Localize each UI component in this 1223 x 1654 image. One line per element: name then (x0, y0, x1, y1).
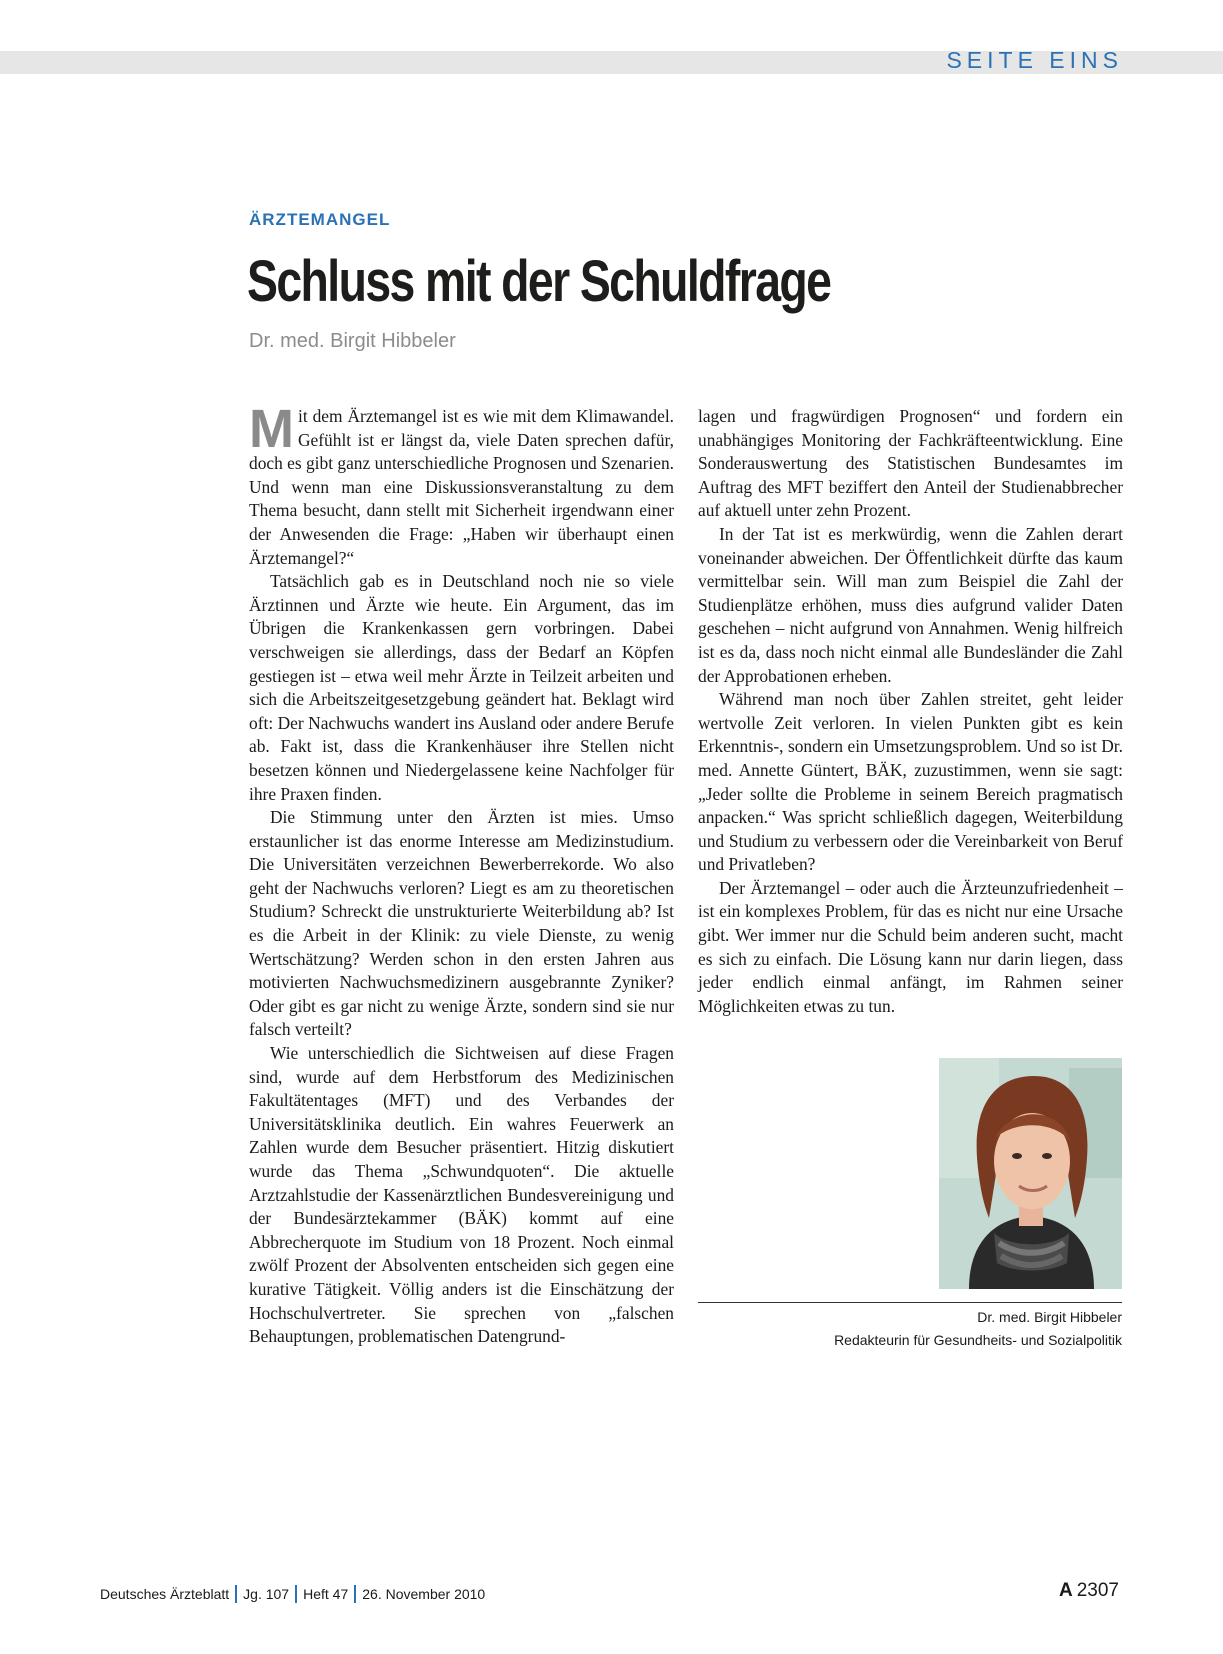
page-footer (100, 1585, 485, 1603)
paragraph: Wie unterschiedlich die Sichtweisen auf diese Fragen sind, wurde auf dem Herbstforum des Medizinischen Fakultätentages (MFT) und des Verbandes der Universitätsklinika deutlich. Ein wahres Feuerwerk an Zahlen wurde dem Besucher präsentiert. Hitzig diskutiert wurde das Thema „Schwundquoten“. Die aktuelle Arztzahlstudie der Kassenärztlichen Bundesvereinigung und der Bundesärztekammer (BÄK) kommt auf eine Abbrecherquote im Studium von 18 Prozent. Noch einmal zwölf Prozent der Absolventen entscheiden sich gegen eine kurative Tätigkeit. Völlig anders ist die Einschätzung der Hochschulvertreter. Sie sprechen von „falschen Behauptungen, problematischen Datengrund- (249, 1043, 674, 1347)
page-prefix: A (1058, 1580, 1073, 1601)
journal-volume: Jg. 107 (243, 1586, 290, 1602)
article-column-left (249, 399, 674, 1349)
article-title: Schluss mit der Schuldfrage (247, 249, 831, 314)
journal-date: 26. November 2010 (362, 1586, 486, 1602)
caption-rule (698, 1302, 1122, 1303)
journal-name: Deutsches Ärzteblatt (100, 1586, 230, 1602)
author-portrait-illustration (939, 1058, 1122, 1289)
footer-separator (354, 1585, 356, 1603)
paragraph: Tatsächlich gab es in Deutschland noch nie so viele Ärztinnen und Ärzte wie heute. Ein Argument, das im Übrigen die Krankenkassen gern vorbringen. Dabei verschweigen sie allerdings, dass der Bedarf an Köpfen gestiegen ist – etwa weil mehr Ärzte in Teilzeit arbeiten und sich die Arbeitszeitgesetzgebung geändert hat. Beklagt wird oft: Der Nachwuchs wandert ins Ausland oder andere Berufe ab. Fakt ist, dass die Krankenhäuser ihre Stellen nicht besetzen können und Niedergelassene keine Nachfolger für ihre Praxen finden. (249, 571, 674, 804)
page-number-value: 2307 (1076, 1580, 1119, 1601)
drop-cap: M (249, 399, 294, 459)
photo-caption (834, 1306, 1122, 1352)
page-number (1059, 1580, 1119, 1602)
section-label: SEITE EINS (946, 47, 1123, 73)
article-column-right (698, 405, 1123, 1018)
paragraph: Mit dem Ärztemangel ist es wie mit dem Klimawandel. Gefühlt ist er längst da, viele Daten sprechen dafür, doch es gibt ganz unterschiedliche Prognosen und Szenarien. Und wenn man eine Diskussionsveranstaltung zu dem Thema besucht, dann stellt mit Sicherheit irgendwann einer der Anwesenden die Frage: „Haben wir überhaupt einen Ärztemangel?“ (249, 399, 674, 568)
paragraph: In der Tat ist es merkwürdig, wenn die Zahlen derart voneinander abweichen. Der Öffentlichkeit dürfte das kaum vermittelbar sein. Will man zum Beispiel die Zahl der Studienplätze erhöhen, muss dies aufgrund valider Daten geschehen – nicht aufgrund von Annahmen. Wenig hilfreich ist es da, dass noch nicht einmal alle Bundesländer die Zahl der Approbationen erheben. (698, 523, 1123, 686)
paragraph: Während man noch über Zahlen streitet, geht leider wertvolle Zeit verloren. In vielen Punkten gibt es kein Erkenntnis-, sondern ein Umsetzungsproblem. Und so ist Dr. med. Annette Güntert, BÄK, zuzustimmen, wenn sie sagt: „Jeder sollte die Probleme in seinem Bereich pragmatisch anpacken.“ Was spricht schließlich dagegen, Weiterbildung und Studium zu verbessern oder die Vereinbarkeit von Beruf und Privatleben? (698, 689, 1123, 875)
paragraph: lagen und fragwürdigen Prognosen“ und fordern ein unabhängiges Monitoring der Fachkräfteentwicklung. Eine Sonderauswertung des Statistischen Bundesamtes im Auftrag des MFT beziffert den Anteil der Studienabbrecher auf aktuell unter zehn Prozent. (698, 406, 1123, 521)
paragraph: Die Stimmung unter den Ärzten ist mies. Umso erstaunlicher ist das enorme Interesse am Medizinstudium. Die Universitäten verzeichnen Bewerberrekorde. Wo also geht der Nachwuchs verloren? Liegt es am zu theoretischen Studium? Schreckt die unstrukturierte Weiterbildung ab? Ist es die Arbeit in der Klinik: zu viele Dienste, zu wenig Wertschätzung? Werden schon in den ersten Jahren aus motivierten Nachwuchsmedizinern ausgebrannte Zyniker? Oder gibt es gar nicht zu wenige Ärzte, sondern sind sie nur falsch verteilt? (249, 807, 674, 1040)
footer-separator (235, 1585, 237, 1603)
author-photo (939, 1058, 1122, 1289)
caption-role: Redakteurin für Gesundheits- und Sozialpolitik (834, 1332, 1122, 1348)
article-kicker: ÄRZTEMANGEL (249, 210, 391, 229)
footer-separator (295, 1585, 297, 1603)
paragraph: Der Ärztemangel – oder auch die Ärzteunzufriedenheit – ist ein komplexes Problem, für das es nicht nur eine Ursache gibt. Wer immer nur die Schuld beim anderen sucht, macht es sich zu einfach. Die Lösung kann nur darin liegen, dass jeder endlich einmal anfängt, im Rahmen seiner Möglichkeiten etwas zu tun. (698, 877, 1123, 1016)
journal-issue: Heft 47 (303, 1586, 349, 1602)
caption-name: Dr. med. Birgit Hibbeler (977, 1309, 1122, 1325)
article-byline: Dr. med. Birgit Hibbeler (249, 330, 456, 352)
